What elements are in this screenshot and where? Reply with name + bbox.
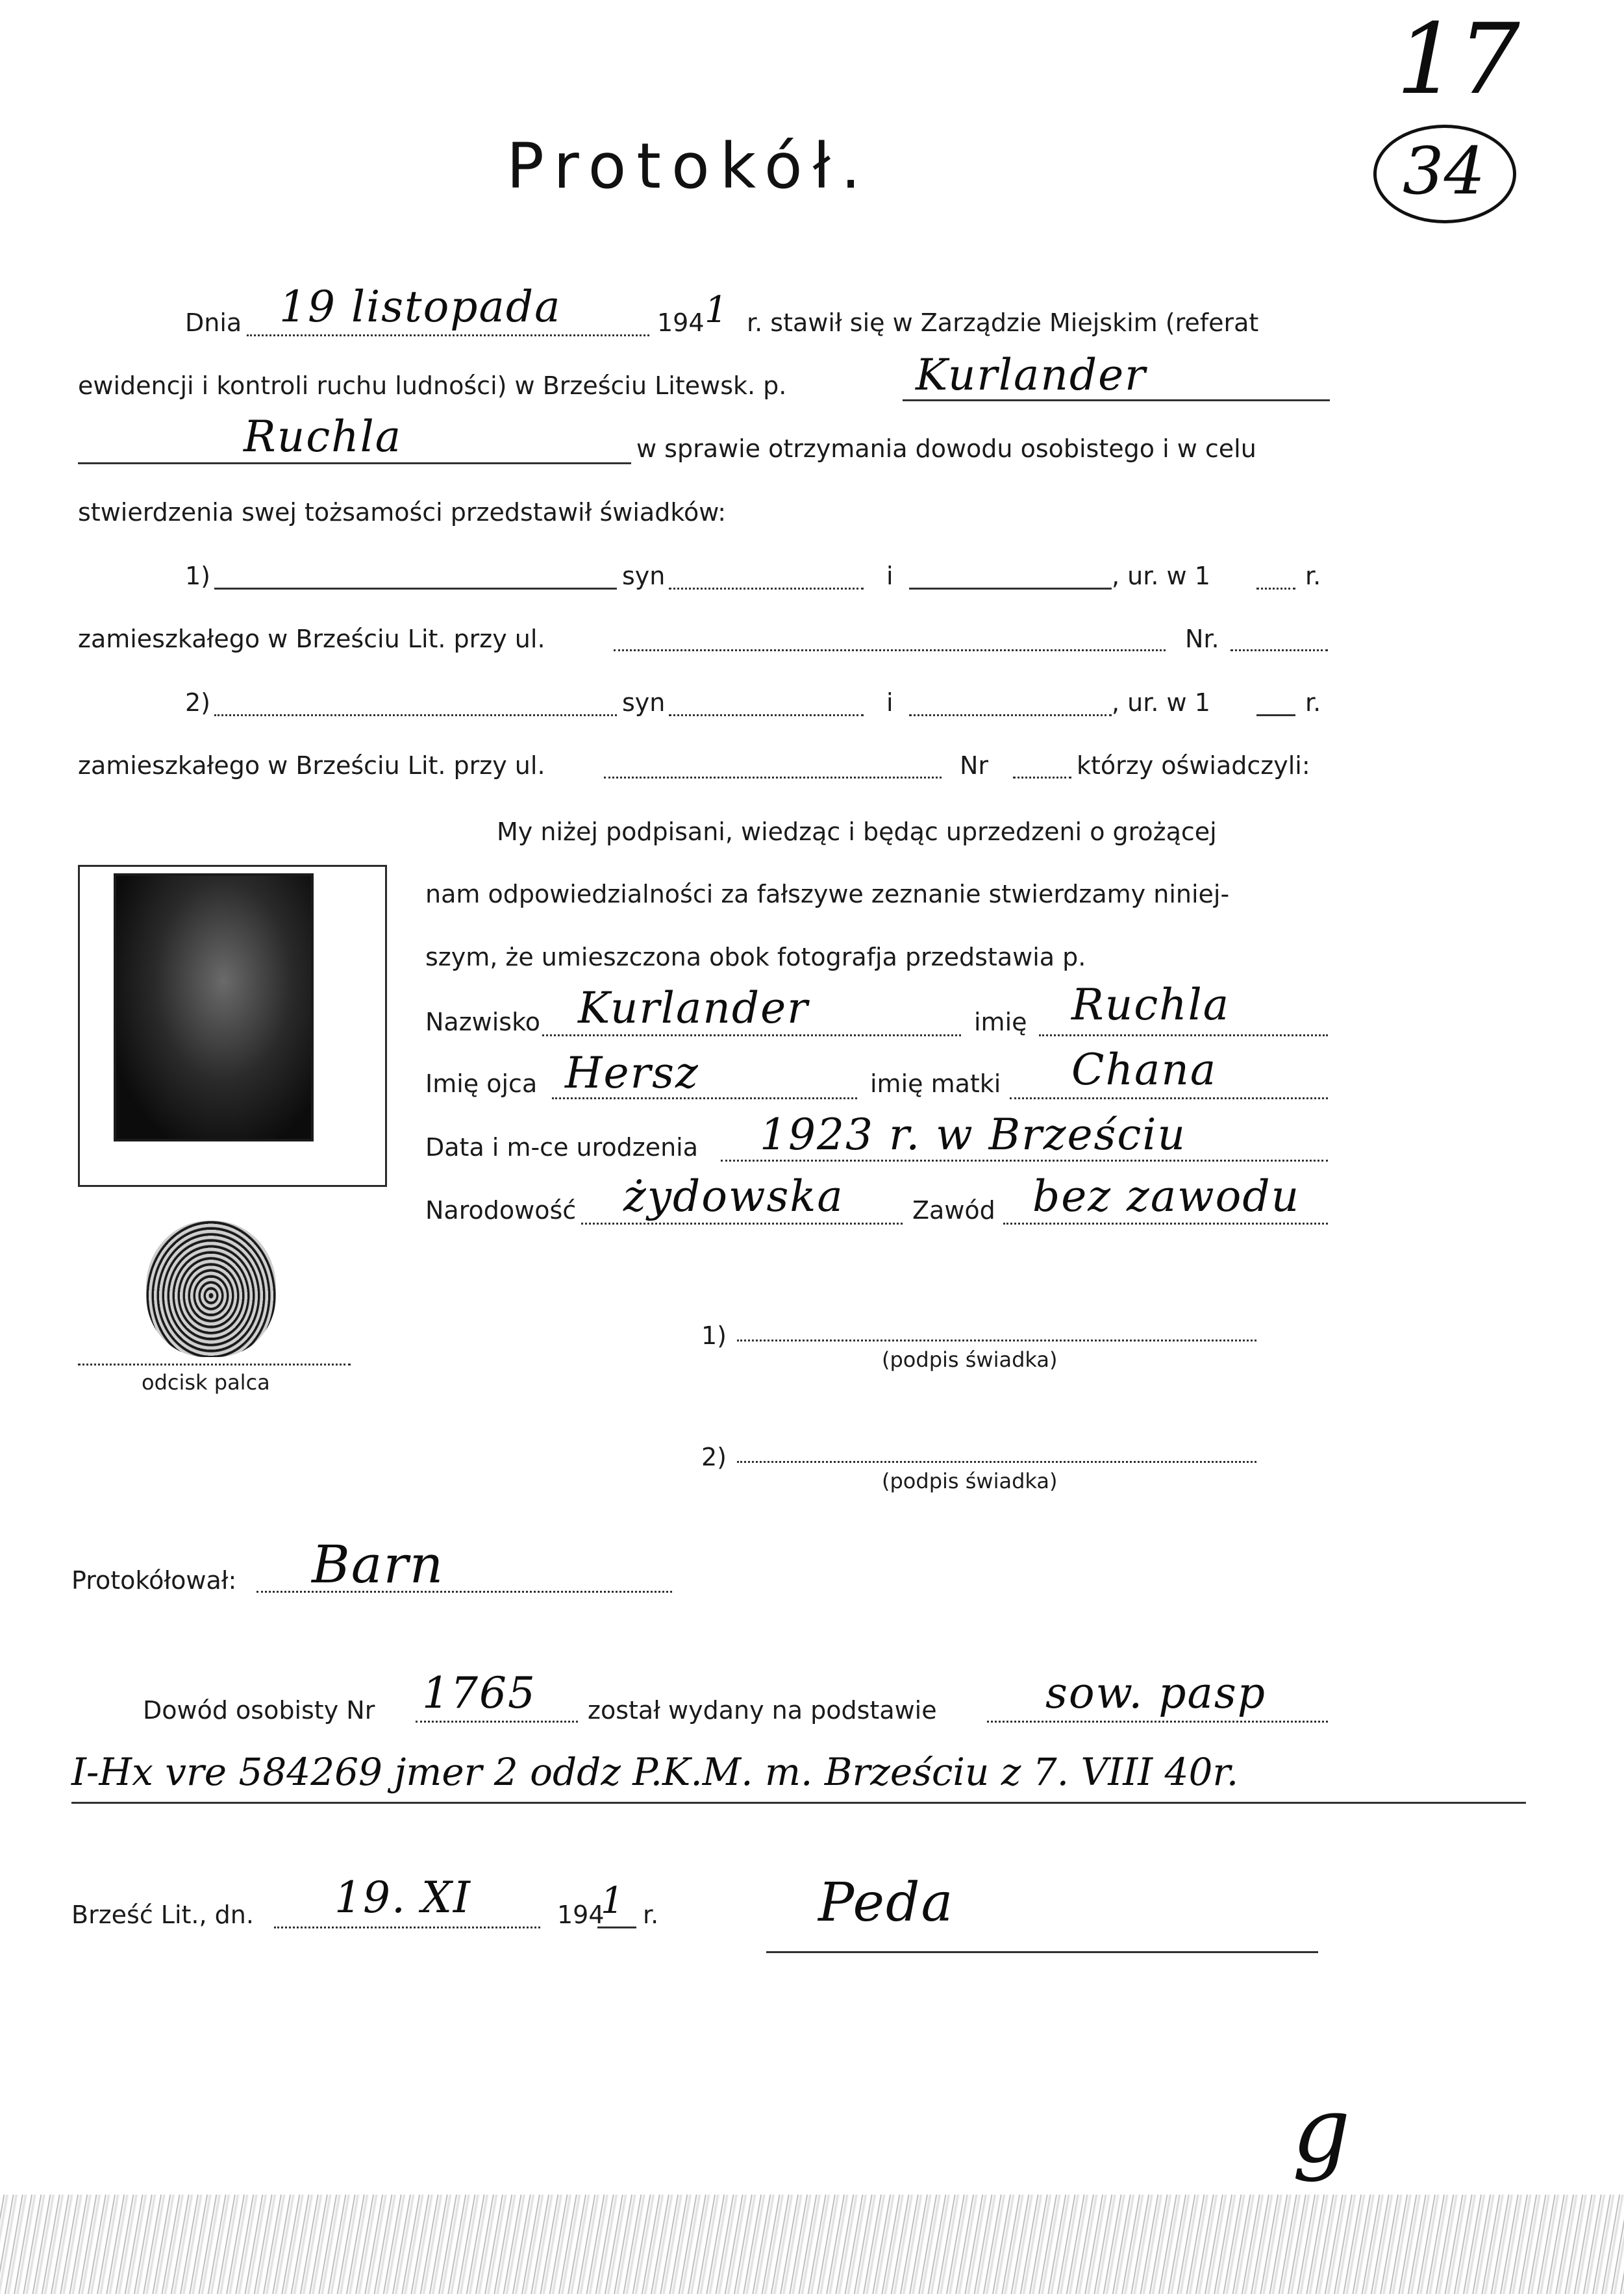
dowod-details-line	[71, 1802, 1526, 1804]
nazwisko-line	[542, 1034, 961, 1036]
data-line	[721, 1160, 1328, 1162]
fingerprint-line	[78, 1364, 351, 1365]
dowod-basis-line	[987, 1721, 1328, 1723]
fingerprint-caption: odcisk palca	[142, 1370, 270, 1395]
dowod-document-details: I-Hx vre 584269 jmer 2 oddz P.K.M. m. Brześciu z 7. VIII 40r.	[71, 1750, 1239, 1794]
dowod-text1: Dowód osobisty Nr	[143, 1696, 375, 1725]
line3-text: w sprawie otrzymania dowodu osobistego i w celu	[636, 434, 1256, 463]
signature2-caption: (podpis świadka)	[882, 1469, 1058, 1493]
signature2-line	[737, 1461, 1256, 1463]
signature1-number: 1)	[701, 1321, 727, 1350]
witness1-mother-line	[909, 588, 1112, 590]
circled-number: 34	[1403, 133, 1486, 209]
witness1-i: i	[886, 562, 893, 590]
footer-place: Brześć Lit., dn.	[71, 1901, 254, 1929]
witness1-born: , ur. w 1	[1112, 562, 1210, 590]
witness2-mother-line	[909, 714, 1112, 716]
line2-text: ewidencji i kontroli ruchu ludności) w Brześciu Litewsk. p.	[78, 371, 787, 400]
witness1-year-line	[1256, 588, 1295, 590]
footer-date-handwritten: 19. XI	[334, 1873, 471, 1923]
matki-line	[1010, 1097, 1328, 1099]
final-mark: g	[1292, 2078, 1351, 2184]
witness2-father-line	[669, 714, 864, 716]
narodowosc-line	[581, 1223, 903, 1225]
footer-date-line	[274, 1926, 540, 1928]
year-handwritten: 1	[705, 289, 729, 331]
witness1-number: 1)	[185, 562, 211, 590]
fingerprint	[146, 1221, 276, 1357]
declaration-line1: My niżej podpisani, wiedząc i będąc uprzedzeni o grożącej	[497, 817, 1217, 846]
footer-year-prefix: 194	[557, 1901, 605, 1929]
year-prefix: 194	[657, 308, 705, 337]
imie-line	[1039, 1034, 1328, 1036]
zawod-handwritten: bez zawodu	[1032, 1171, 1301, 1221]
witness2-nr-line	[1013, 777, 1071, 779]
line4-text: stwierdzenia swej tożsamości przedstawił świadków:	[78, 498, 727, 527]
name-underline	[78, 462, 631, 464]
witness1-address: zamieszkałego w Brześciu Lit. przy ul.	[78, 625, 545, 653]
surname-handwritten: Kurlander	[916, 350, 1147, 400]
label-dnia: Dnia	[185, 308, 242, 337]
signature1-caption: (podpis świadka)	[882, 1347, 1058, 1372]
date-underline	[247, 334, 649, 336]
witness2-declared: którzy oświadczyli:	[1077, 751, 1310, 780]
footer-year-handwritten: 1	[601, 1880, 625, 1922]
label-imie-ojca: Imię ojca	[425, 1069, 538, 1098]
label-protokolowal: Protokółował:	[71, 1566, 237, 1595]
protokolowal-signature: Barn	[312, 1534, 445, 1595]
imie-handwritten: Ruchla	[1071, 980, 1230, 1030]
dowod-basis-handwritten: sow. pasp	[1045, 1668, 1266, 1718]
witness2-address: zamieszkałego w Brześciu Lit. przy ul.	[78, 751, 545, 780]
scan-noise-band	[0, 2195, 1624, 2294]
footer-signature-line	[766, 1951, 1318, 1953]
zawod-line	[1003, 1223, 1328, 1225]
witness1-name-line	[214, 588, 617, 590]
witness1-street-line	[614, 649, 1166, 651]
witness2-r: r.	[1305, 688, 1321, 717]
witness1-father-line	[669, 588, 864, 590]
label-nazwisko: Nazwisko	[425, 1008, 540, 1036]
narodowosc-handwritten: żydowska	[623, 1171, 844, 1221]
footer-r: r.	[643, 1901, 659, 1929]
declaration-line2: nam odpowiedzialności za fałszywe zeznanie stwierdzamy niniej-	[425, 880, 1230, 908]
label-imie-matki: imię matki	[870, 1069, 1001, 1098]
witness2-i: i	[886, 688, 893, 717]
signature1-line	[737, 1340, 1256, 1341]
witness2-syn: syn	[622, 688, 666, 717]
witness1-nr-line	[1230, 649, 1328, 651]
dowod-text2: został wydany na podstawie	[588, 1696, 937, 1725]
matki-handwritten: Chana	[1071, 1045, 1218, 1095]
name-handwritten: Ruchla	[244, 412, 403, 462]
data-handwritten: 1923 r. w Brześciu	[760, 1110, 1187, 1160]
line1-text: r. stawił się w Zarządzie Miejskim (referat	[747, 308, 1259, 337]
label-narodowosc: Narodowość	[425, 1196, 577, 1225]
witness2-number: 2)	[185, 688, 211, 717]
nazwisko-handwritten: Kurlander	[578, 983, 809, 1033]
witness1-r: r.	[1305, 562, 1321, 590]
label-imie: imię	[974, 1008, 1027, 1036]
applicant-photo	[114, 873, 314, 1141]
witness2-year-line	[1256, 714, 1295, 716]
footer-signature: Peda	[818, 1872, 955, 1934]
witness1-syn: syn	[622, 562, 666, 590]
label-data-urodzenia: Data i m-ce urodzenia	[425, 1133, 699, 1162]
signature2-number: 2)	[701, 1443, 727, 1471]
document-title: Protokół.	[506, 130, 871, 203]
witness2-nr: Nr	[960, 751, 989, 780]
witness2-street-line	[604, 777, 942, 779]
corner-number: 17	[1396, 3, 1520, 116]
date-handwritten: 19 listopada	[279, 282, 562, 332]
declaration-line3: szym, że umieszczona obok fotografja przedstawia p.	[425, 943, 1086, 971]
witness2-born: , ur. w 1	[1112, 688, 1210, 717]
dowod-nr-line	[416, 1721, 578, 1723]
witness1-nr: Nr.	[1185, 625, 1219, 653]
dowod-nr-handwritten: 1765	[422, 1668, 536, 1718]
ojca-handwritten: Hersz	[565, 1048, 699, 1098]
footer-year-line	[597, 1926, 636, 1928]
witness2-name-line	[214, 714, 617, 716]
label-zawod: Zawód	[912, 1196, 995, 1225]
